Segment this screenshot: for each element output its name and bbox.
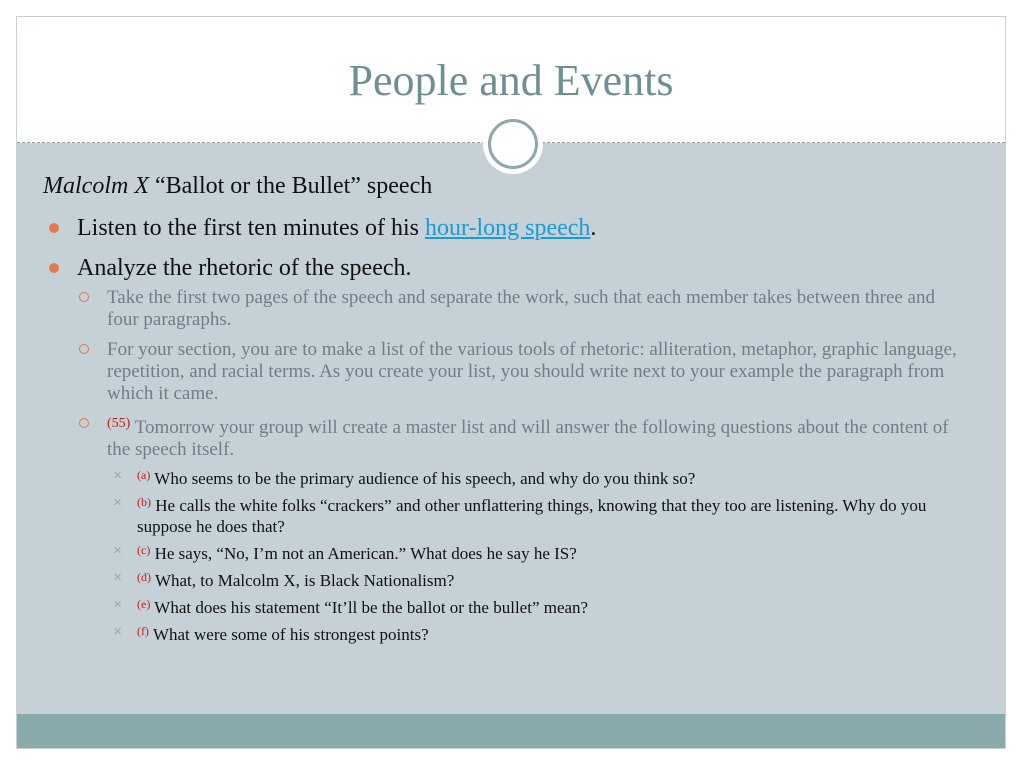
question-item — [43, 621, 963, 645]
bullet-text: Analyze the rhetoric of the speech. — [77, 255, 412, 281]
slide-content — [43, 171, 963, 648]
question-text: He calls the white folks “crackers” and other unflattering things, knowing that they too are listening. Why do you suppose he does that? — [137, 496, 927, 536]
speech-link[interactable]: hour-long speech — [424, 215, 591, 241]
bullet-listen — [43, 213, 963, 243]
sub-bullet — [43, 339, 963, 405]
star-bullet-icon: ✕ — [113, 497, 123, 509]
bullet-analyze — [43, 253, 963, 283]
question-text: What were some of his strongest points? — [149, 625, 429, 644]
question-text: He says, “No, I’m not an American.” What does he say he IS? — [150, 544, 577, 563]
slide — [16, 16, 1006, 749]
sub-bullet — [43, 287, 963, 331]
reference-number: (55) — [107, 416, 131, 431]
question-text: What does his statement “It’ll be the ballot or the bullet” mean? — [150, 598, 589, 617]
question-letter: (f) — [137, 624, 149, 638]
question-text: What, to Malcolm X, is Black Nationalism? — [151, 571, 455, 590]
star-bullet-icon: ✕ — [113, 599, 123, 611]
bullet-text-end: . — [590, 215, 597, 241]
question-item — [43, 567, 963, 591]
question-letter: (d) — [137, 570, 151, 584]
question-text: Who seems to be the primary audience of his speech, and why do you think so? — [150, 469, 696, 488]
sub-bullet-text: Tomorrow your group will create a master list and will answer the following questions about the content of the speech itself. — [107, 417, 949, 460]
section-heading — [43, 171, 963, 201]
star-bullet-icon: ✕ — [113, 470, 123, 482]
sub-bullet — [43, 413, 963, 461]
heading-name: Malcolm X — [43, 173, 149, 199]
question-letter: (a) — [137, 468, 151, 482]
slide-title: People and Events — [348, 56, 674, 105]
question-item — [43, 594, 963, 618]
ring-bullet-icon — [79, 344, 89, 354]
ring-bullet-icon — [79, 292, 89, 302]
question-item — [43, 465, 963, 489]
ring-bullet-icon — [79, 418, 89, 428]
sub-bullet-text: For your section, you are to make a list of the various tools of rhetoric: alliteration, metaphor, graphic language, repetition, and racial terms. As you create your list, you should write next to your example the paragraph from which it came. — [107, 339, 957, 404]
question-letter: (e) — [137, 597, 151, 611]
star-bullet-icon: ✕ — [113, 626, 123, 638]
bullet-dot-icon — [49, 223, 59, 233]
heading-rest: “Ballot or the Bullet” speech — [148, 173, 433, 199]
star-bullet-icon: ✕ — [113, 545, 123, 557]
bullet-dot-icon — [49, 263, 59, 273]
question-letter: (c) — [137, 543, 151, 557]
bullet-text: Listen to the first ten minutes of his — [77, 215, 425, 241]
question-letter: (b) — [137, 495, 151, 509]
star-bullet-icon: ✕ — [113, 572, 123, 584]
sub-bullet-text: Take the first two pages of the speech and separate the work, such that each member takes between three and four paragraphs. — [107, 287, 935, 330]
question-item — [43, 492, 963, 537]
footer-bar — [17, 714, 1005, 748]
question-item — [43, 540, 963, 564]
ring-icon — [488, 119, 538, 169]
